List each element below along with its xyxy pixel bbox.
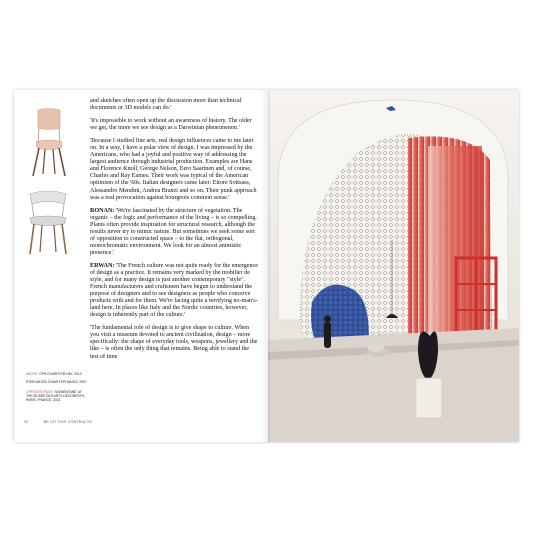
left-page: [14, 90, 268, 442]
paragraph: 'The fundamental role of design is to give shape to culture. When you visit a museum devoted to ancient civilization, design – more specifically: the shape of everyday tools, weapons, jewellery and the like – is often the only thing that remains. Being able to stand the test of time: [90, 325, 258, 360]
paragraph: and sketches often open up the discussion more than technical documents or 3D models can do.': [90, 98, 242, 112]
paragraph: RONAN: 'We're fascinated by the structure of vegetation. The organic – the logic and performance of the living – is so compelling. Plants often provide inspiration for structural research, although the results never try to mimic nature. But sometimes we seek some sort of opposition to constructed space – to the flat, orthogonal, monochromatic environment. We look for an almost animistic presence.': [90, 207, 257, 256]
section-name: BE HIT FOR CONTRACTS: [43, 420, 93, 424]
page-gutter-shadow: [260, 90, 270, 442]
steelwood-chair-image: [22, 188, 74, 256]
cph-chair-image: [26, 106, 72, 178]
body-text-column: [90, 98, 258, 367]
paragraph: 'Because I studied fine arts, real design influences came to me later on. In a way, I have a polar view of design. I was impressed by the Americans, who had a joyful and positive way of addressing the largest audience through industrial production. Examples are Hans and Florence Knoll, George Nelson, Eero Saarinen and, of course, Charles and Ray Eames. Their work was typical of the American optimism of the '60s. Italian designers came later: Ettore Sottsass, Alessandro Mendini, Andrea Branzi and so on. Their punk approach was a real provocation against bourgeois common sense.': [90, 138, 257, 201]
momentane-installation-image: [268, 90, 519, 442]
caption-steelwood-chair: STEELWOOD CHAIR FOR MAGIS, 2007.: [26, 380, 88, 384]
installation-photo: [268, 90, 519, 442]
paragraph: ERWAN: 'The French culture was not quite ready for the emergence of design as a practice. It remains very marked by the mobilier de style, and for many design is just another contemporary "style". French manufacturers and craftsmen have begun to understand the purpose of designers and to see designers as people who conceive products with and for them. We're facing quite a terrifying no-man's-land here. In places like Italy and the Nordic countries, however, design is inherently part of the culture.': [90, 262, 258, 319]
speaker-label: RONAN:: [90, 207, 115, 214]
magazine-spread: [14, 90, 519, 442]
page-number: 32: [24, 420, 29, 424]
caption-opposite-page: OPPOSITE PAGE: 'MOMENTANÉ' AT THE MUSÉE DES ARTS DÉCORATIFS, PARIS, FRANCE, 2013.: [26, 390, 86, 403]
caption-cph-chair: ABOVE: CPH CHAIR FOR HAY, 2012.: [26, 372, 83, 376]
paragraph: 'It's impossible to work without an awareness of history. The older we get, the more we see design as a Darwinian phenomenon.': [90, 118, 252, 132]
speaker-label: ERWAN:: [90, 262, 115, 269]
page-folio: [24, 420, 106, 424]
